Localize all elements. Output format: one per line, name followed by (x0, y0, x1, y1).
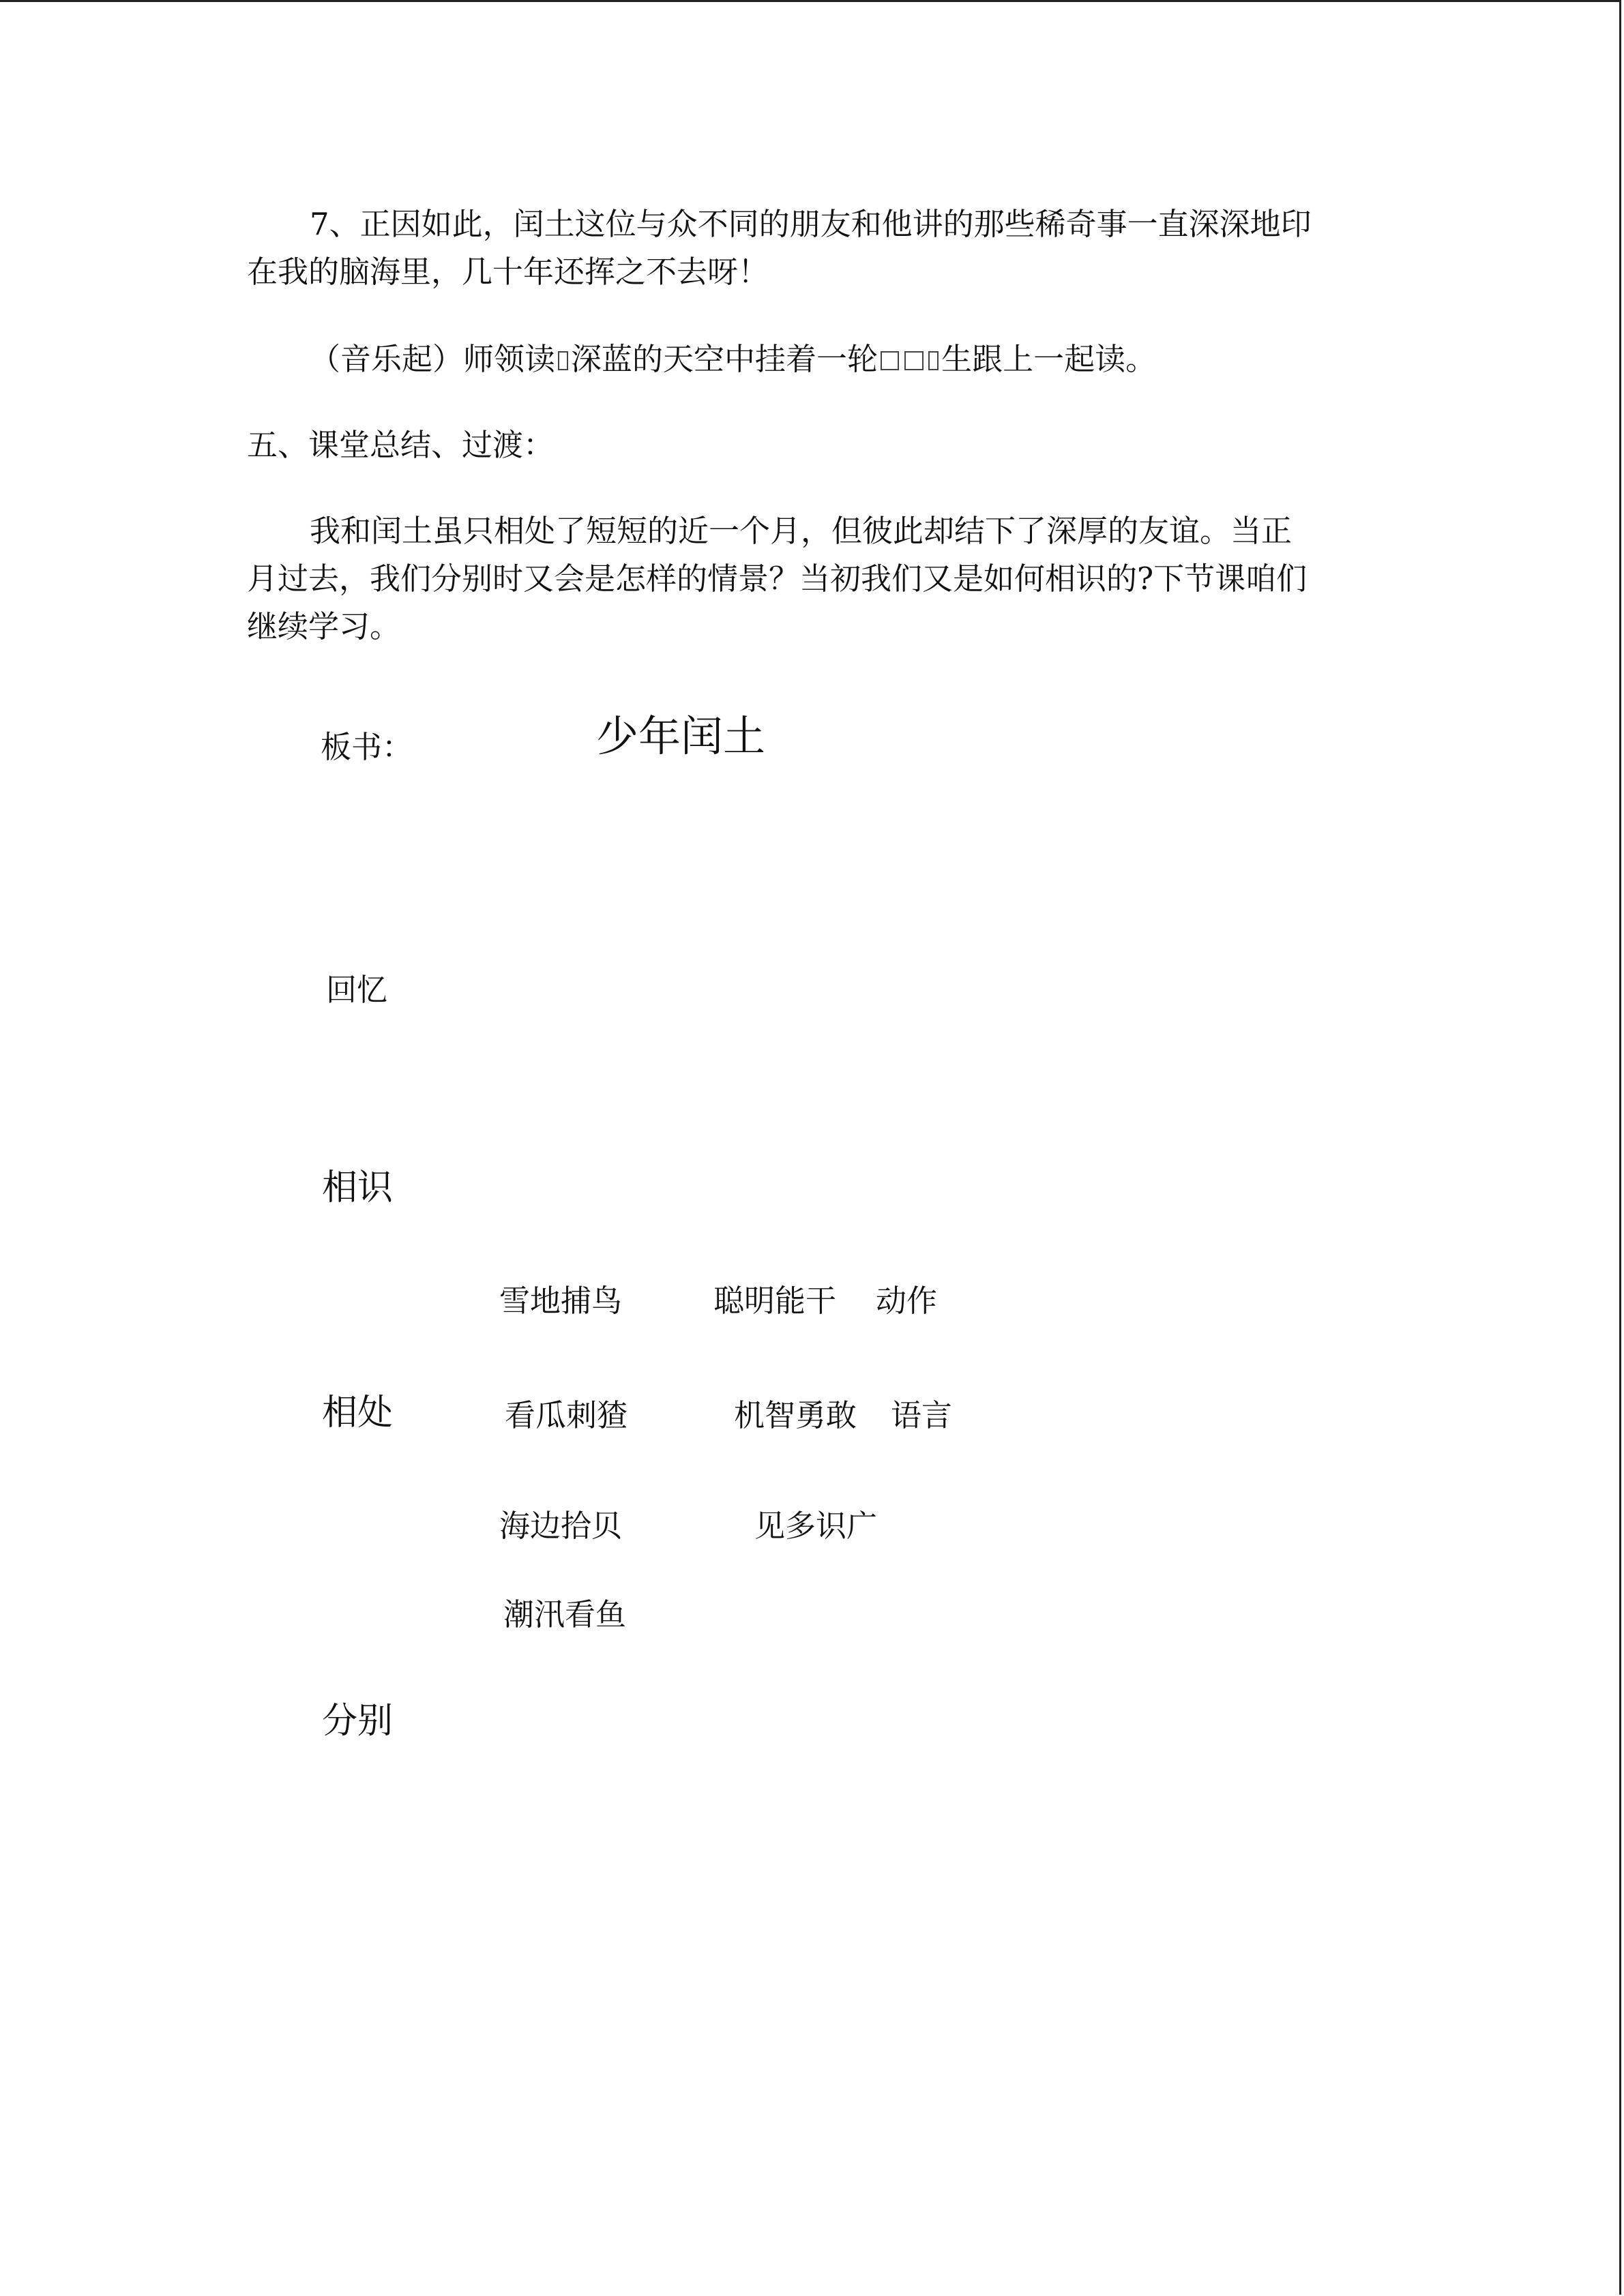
paragraph-7-line-1: 7、正因如此，闰土这位与众不同的朋友和他讲的那些稀奇事一直深深地印 (310, 206, 1312, 242)
trait-clever: 聪明能干 (713, 1283, 837, 1319)
stage-meet: 相识 (322, 1167, 394, 1208)
paragraph-7-line-2: 在我的脑海里，几十年还挥之不去呀！ (247, 254, 769, 290)
placeholder-box (928, 351, 939, 370)
stage-part: 分别 (322, 1701, 394, 1742)
section-5-heading: 五、课堂总结、过渡： (247, 427, 555, 463)
event-melon-badger: 看瓜刺猹 (505, 1397, 628, 1433)
placeholder-box (558, 351, 569, 370)
summary-line-2: 月过去，我们分别时又会是怎样的情景？当初我们又是如何相识的?下节课咱们 (247, 561, 1308, 597)
method-action: 动作 (876, 1283, 938, 1319)
trait-brave: 机智勇敢 (734, 1397, 857, 1433)
board-label: 板书： (321, 729, 413, 765)
music-line-part-1: （音乐起）师领读 (310, 341, 556, 377)
method-speech: 语言 (891, 1397, 953, 1433)
event-tide-fish: 潮汛看鱼 (503, 1596, 627, 1632)
placeholder-box (881, 351, 900, 370)
trait-knowledgeable: 见多识广 (754, 1508, 878, 1544)
music-line-part-2: 深蓝的天空中挂着一轮 (570, 341, 878, 377)
summary-line-1: 我和闰土虽只相处了短短的近一个月，但彼此却结下了深厚的友谊。当正 (310, 513, 1293, 549)
stage-recall: 回忆 (326, 972, 388, 1008)
music-line-part-3: 生跟上一起读。 (941, 341, 1157, 377)
event-snow-bird: 雪地捕鸟 (499, 1283, 623, 1319)
placeholder-box (904, 351, 924, 370)
music-line (247, 336, 1379, 383)
summary-line-3: 继续学习。 (247, 608, 401, 644)
event-shell-picking: 海边拾贝 (499, 1508, 623, 1544)
stage-together: 相处 (322, 1392, 394, 1433)
board-title: 少年闰土 (596, 711, 766, 761)
